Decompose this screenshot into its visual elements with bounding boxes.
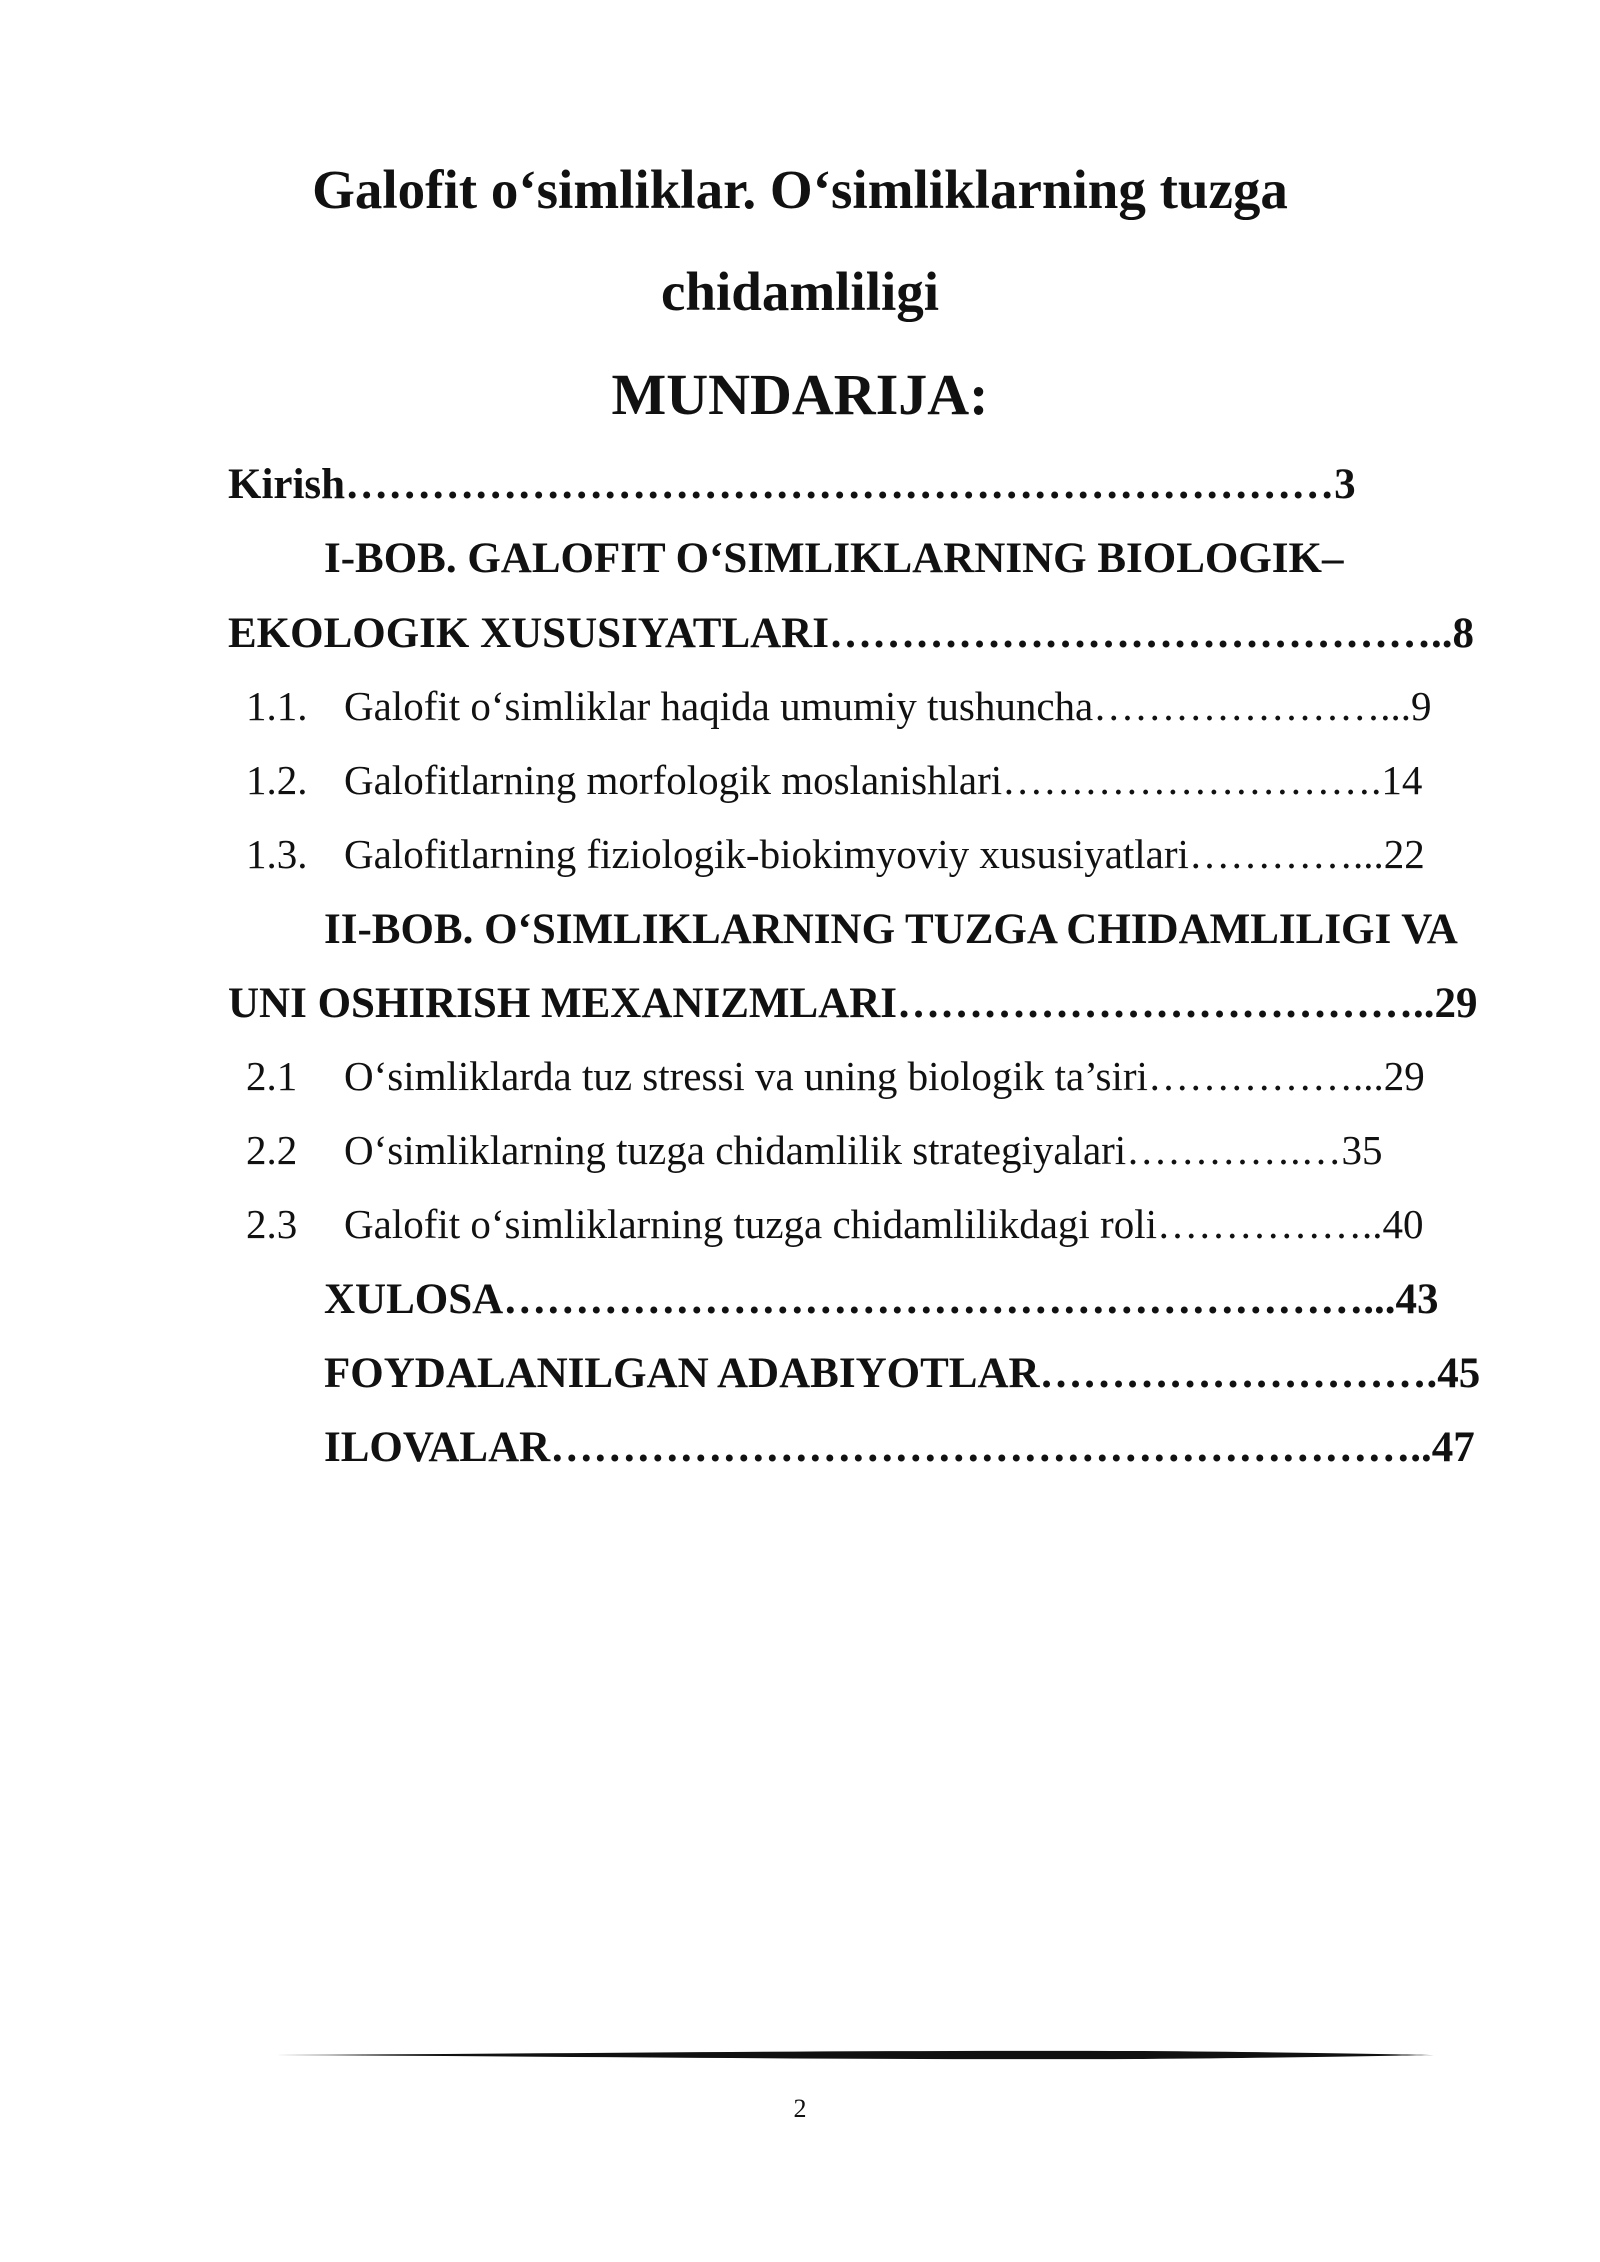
toc-page-number: 29 <box>1383 1053 1425 1099</box>
toc-chapter1-title[interactable]: I-BOB. GALOFIT O‘SIMLIKLARNING BIOLOGIK– <box>324 535 1344 582</box>
toc-leader: …………………………………………………….. <box>550 1424 1432 1471</box>
toc-leader: ………………………. <box>1002 757 1382 803</box>
toc-heading: MUNDARIJA: <box>611 362 989 427</box>
toc-leader: …………………………………….. <box>828 610 1453 657</box>
toc-leader: ……………………………………………………... <box>503 1276 1396 1323</box>
toc-page-number: 47 <box>1431 1424 1475 1471</box>
toc-page-number: 45 <box>1437 1350 1481 1397</box>
page-number: 2 <box>793 2094 807 2123</box>
toc-entry-1-3[interactable] <box>246 831 1425 877</box>
toc-entry-kirish[interactable] <box>228 463 1356 506</box>
toc-leader: ……………... <box>1147 1053 1384 1099</box>
toc-entry-label: Galofitlarning fiziologik-biokimyoviy xususiyatlari <box>344 831 1189 877</box>
toc-leader: …………………... <box>1093 683 1412 729</box>
toc-section-number: 2.2 <box>246 1127 298 1173</box>
toc-page-number: 3 <box>1334 461 1356 508</box>
toc-section-number: 1.1. <box>246 683 308 729</box>
toc-entry-2-2[interactable] <box>246 1127 1383 1173</box>
toc-entry-label: Galofit o‘simliklar haqida umumiy tushuncha <box>344 683 1094 729</box>
toc-page-number: 35 <box>1341 1127 1383 1173</box>
toc-leader: …………….. <box>1157 1201 1383 1247</box>
toc-section-number: 2.1 <box>246 1053 298 1099</box>
toc-entry-2-1[interactable] <box>246 1053 1425 1099</box>
toc-page-number: 9 <box>1411 683 1432 729</box>
document-title-line1: Galofit o‘simliklar. O‘simliklarning tuzga <box>312 159 1288 220</box>
toc-page-number: 43 <box>1395 1276 1439 1323</box>
toc-entry-label: EKOLOGIK XUSUSIYATLARI <box>228 610 829 657</box>
toc-page-number: 8 <box>1452 610 1474 657</box>
toc-entry-adabiyotlar[interactable] <box>324 1352 1480 1395</box>
toc-entry-label: Kirish <box>228 461 346 508</box>
toc-leader: ……………………………….. <box>896 980 1435 1027</box>
toc-entry-label: O‘simliklarning tuzga chidamlilik strategiyalari <box>344 1127 1127 1173</box>
toc-entry-label: FOYDALANILGAN ADABIYOTLAR <box>324 1350 1040 1397</box>
toc-page-number: 40 <box>1382 1201 1424 1247</box>
toc-section-number: 2.3 <box>246 1201 298 1247</box>
toc-page-number: 29 <box>1434 980 1478 1027</box>
toc-entry-label: O‘simliklarda tuz stressi va uning biologik ta’siri <box>344 1053 1148 1099</box>
toc-leader: ………………………. <box>1039 1350 1438 1397</box>
toc-entry-label: ILOVALAR <box>324 1424 551 1471</box>
toc-entry-label: UNI OSHIRISH MEXANIZMLARI <box>228 980 897 1027</box>
toc-chapter2-title[interactable]: II-BOB. O‘SIMLIKLARNING TUZGA CHIDAMLILIGI VA <box>324 906 1458 953</box>
toc-entry-2-3[interactable] <box>246 1201 1424 1247</box>
toc-section-number: 1.2. <box>246 757 308 803</box>
toc-page-number: 14 <box>1381 757 1423 803</box>
toc-leader: …………... <box>1188 831 1384 877</box>
toc-entry-label: Galofit o‘simliklarning tuzga chidamlilikdagi roli <box>344 1201 1157 1247</box>
toc-entry-ilovalar[interactable] <box>324 1426 1475 1469</box>
toc-entry-label: XULOSA <box>324 1276 504 1323</box>
toc-entry-1-1[interactable] <box>246 683 1432 729</box>
toc-entry-chapter1[interactable] <box>228 612 1474 655</box>
footer-divider <box>276 2050 1434 2060</box>
toc-entry-1-2[interactable] <box>246 757 1423 803</box>
toc-leader: ………….… <box>1126 1127 1342 1173</box>
toc-entry-label: Galofitlarning morfologik moslanishlari <box>344 757 1003 803</box>
document-title-line2: chidamliligi <box>660 261 940 322</box>
toc-leader: …………………………………………………………… <box>345 461 1335 508</box>
toc-entry-xulosa[interactable] <box>324 1278 1438 1321</box>
toc-section-number: 1.3. <box>246 831 308 877</box>
toc-page-number: 22 <box>1383 831 1425 877</box>
toc-entry-chapter2[interactable] <box>228 982 1477 1025</box>
